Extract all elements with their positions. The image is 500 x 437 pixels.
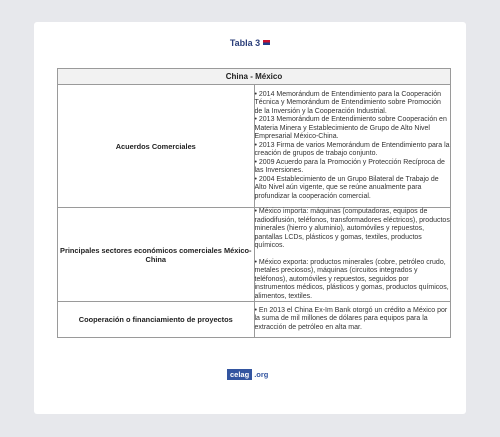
table-row xyxy=(58,302,451,338)
row-content-acuerdos xyxy=(254,85,451,208)
list-item: • En 2013 el China Ex-Im Bank otorgó un crédito a México por la suma de mil millones de dólares para equipos para la extracción de petróleo en alta mar. xyxy=(254,306,448,331)
list-item: • 2004 Establecimiento de un Grupo Bilateral de Trabajo de Alto Nivel aún vigente, que se reúne anualmente para profundizar la cooperación comercial. xyxy=(254,175,439,200)
table-title-row xyxy=(34,38,466,48)
row-label-sectores: Principales sectores económicos comerciales México-China xyxy=(58,208,255,302)
table-header: China - México xyxy=(58,69,451,85)
list-item: • México exporta: productos minerales (cobre, petróleo crudo, metales preciosos), máquinas (circuitos integrados y teléfonos), automóviles y repuestos, seguidos por instrumentos médicos, plásticos y gomas, productos químicos, alimentos, textiles. xyxy=(254,258,449,300)
list-item: • 2009 Acuerdo para la Promoción y Protección Recíproca de las Inversiones. xyxy=(254,158,445,175)
list-item: • 2013 Memorándum de Entendimiento sobre Cooperación en Materia Minera y Establecimiento de Grupo de Alto Nivel Empresarial México-China. xyxy=(254,116,447,141)
mexico-flag-icon xyxy=(263,40,270,45)
row-label-cooperacion: Cooperación o financiamiento de proyectos xyxy=(58,302,255,338)
table-row xyxy=(58,208,451,302)
table-title: Tabla 3 xyxy=(229,38,261,48)
list-item: • 2013 Firma de varios Memorándum de Entendimiento para la creación de grupos de trabajo conjunto. xyxy=(254,141,450,158)
row-label-acuerdos: Acuerdos Comerciales xyxy=(58,85,255,208)
list-item: • México importa: máquinas (computadoras, equipos de radiodifusión, teléfonos, transformadores eléctricos), productos minerales (hierro y aluminio), automóviles y repuestos, pantallas LCDs, plásticos y gomas, textiles, productos químicos. xyxy=(254,208,450,249)
row-content-sectores xyxy=(254,208,451,302)
logo-tld: .org xyxy=(254,370,269,379)
table-row xyxy=(58,85,451,208)
list-item: • 2014 Memorándum de Entendimiento para la Cooperación Técnica y Memorándum de Entendimiento sobre Promoción de la Inversión y la Cooperación Industrial. xyxy=(254,90,442,115)
comparison-table xyxy=(57,68,451,338)
logo-mark: celag xyxy=(227,369,252,380)
celag-logo xyxy=(227,369,268,380)
row-content-cooperacion xyxy=(254,302,451,338)
document-card xyxy=(34,22,466,414)
